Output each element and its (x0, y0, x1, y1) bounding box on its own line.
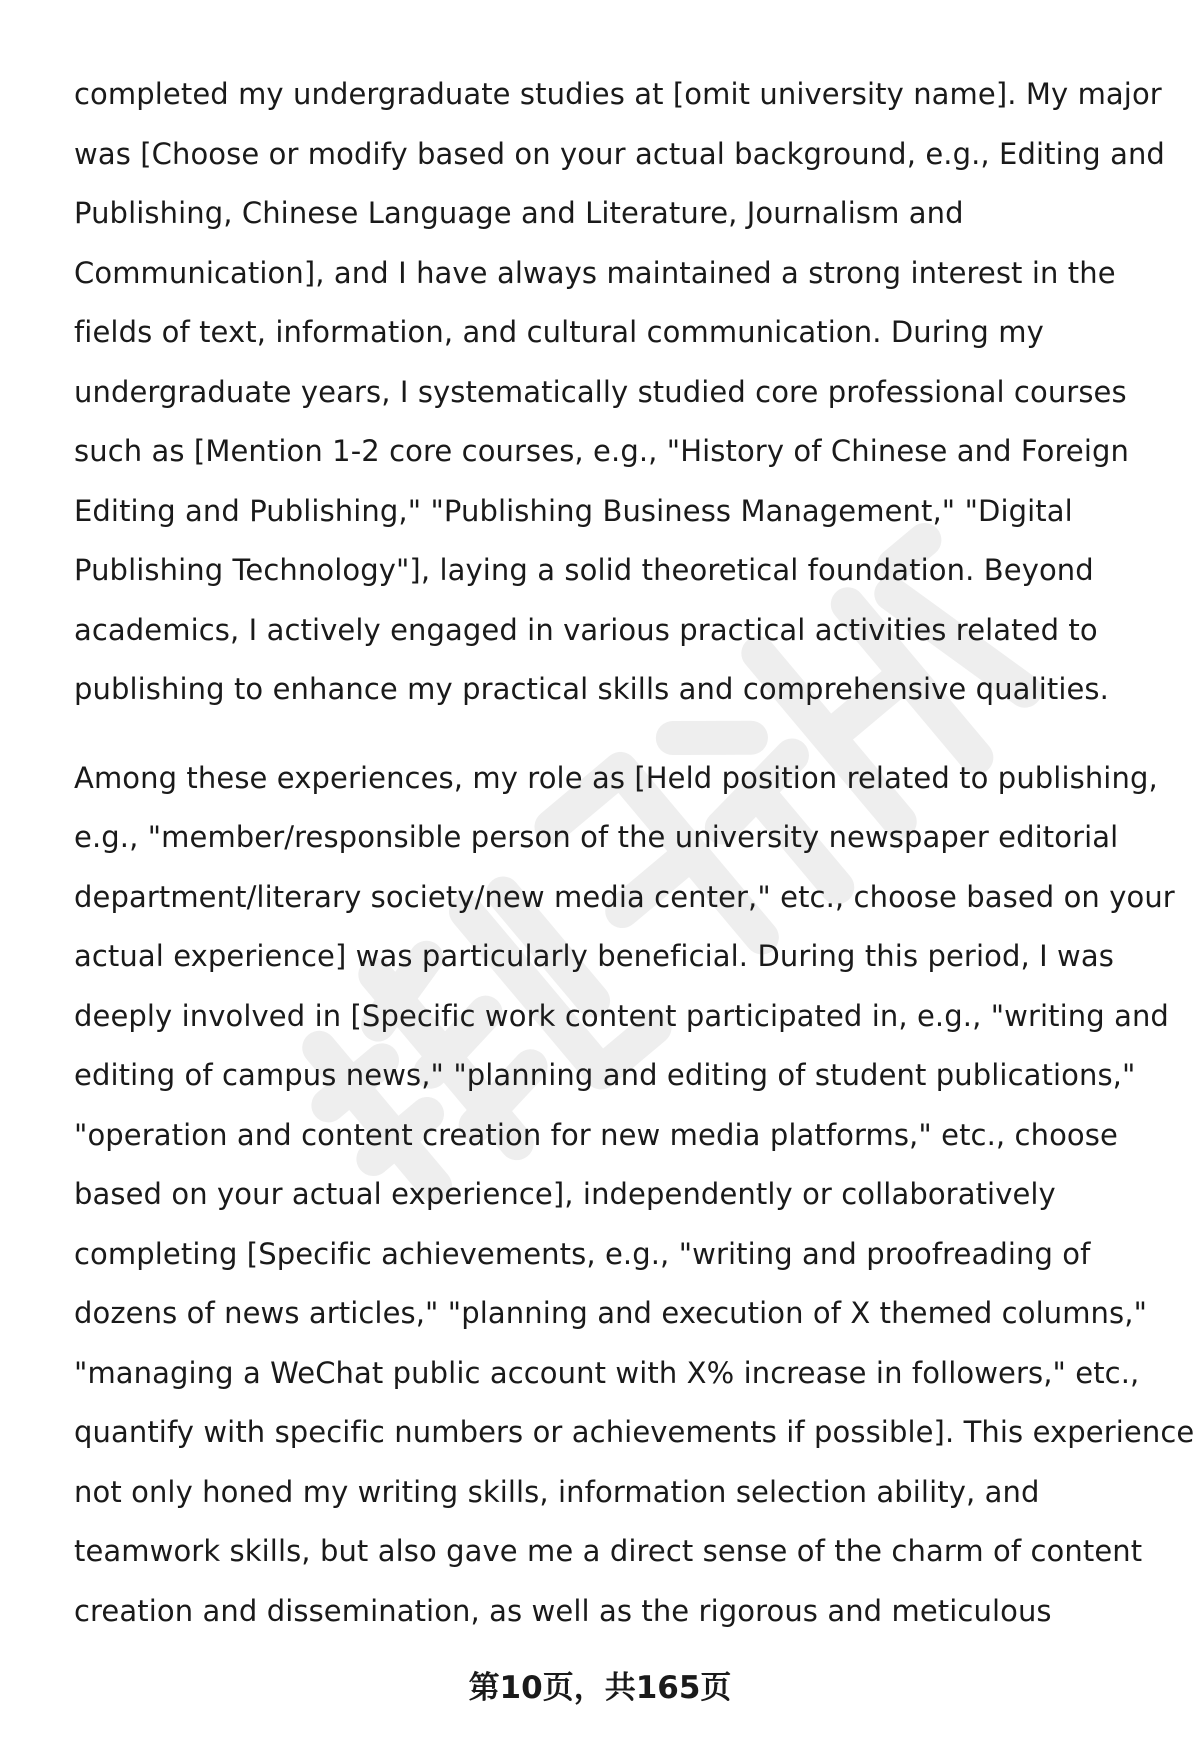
text-line: Communication], and I have always maintained a strong interest in the (74, 255, 1116, 290)
text-line: Publishing, Chinese Language and Literature, Journalism and (74, 196, 964, 230)
document-body (74, 65, 1195, 1670)
text-line: completing [Specific achievements, e.g., "writing and proofreading of (74, 1236, 1091, 1271)
text-line: Publishing Technology"], laying a solid theoretical foundation. Beyond (74, 553, 1094, 587)
text-line: "operation and content creation for new media platforms," etc., choose (74, 1117, 1118, 1152)
page-number: 第10页，共165页 (468, 1670, 732, 1706)
text-line: teamwork skills, but also gave me a direct sense of the charm of content (74, 1534, 1143, 1568)
text-line: dozens of news articles," "planning and execution of X themed columns," (74, 1296, 1148, 1330)
text-line: publishing to enhance my practical skills and comprehensive qualities. (74, 672, 1109, 706)
text-line: actual experience] was particularly beneficial. During this period, I was (74, 939, 1114, 973)
text-line: not only honed my writing skills, information selection ability, and (74, 1474, 1040, 1509)
text-line: department/literary society/new media center," etc., choose based on your (74, 879, 1175, 914)
text-line: Editing and Publishing," "Publishing Business Management," "Digital (74, 493, 1073, 528)
text-line: was [Choose or modify based on your actual background, e.g., Editing and (74, 136, 1165, 171)
text-line: completed my undergraduate studies at [omit university name]. My major (74, 77, 1162, 111)
text-line: academics, I actively engaged in various practical activities related to (74, 612, 1098, 647)
text-line: quantify with specific numbers or achievements if possible]. This experience (74, 1415, 1195, 1449)
text-line: Among these experiences, my role as [Held position related to publishing, (74, 760, 1158, 795)
text-line: "managing a WeChat public account with X% increase in followers," etc., (74, 1355, 1140, 1390)
text-line: deeply involved in [Specific work content participated in, e.g., "writing and (74, 998, 1169, 1033)
paragraph-1 (74, 65, 1165, 720)
text-line: creation and dissemination, as well as the rigorous and meticulous (74, 1593, 1052, 1628)
text-line: based on your actual experience], independently or collaboratively (74, 1177, 1056, 1211)
text-line: fields of text, information, and cultural communication. During my (74, 315, 1044, 349)
text-line: editing of campus news," "planning and editing of student publications," (74, 1058, 1136, 1092)
text-line: such as [Mention 1-2 core courses, e.g., "History of Chinese and Foreign (74, 434, 1129, 468)
text-line: e.g., "member/responsible person of the university newspaper editorial (74, 820, 1119, 854)
text-line: undergraduate years, I systematically studied core professional courses (74, 374, 1127, 409)
paragraph-2 (74, 749, 1195, 1642)
